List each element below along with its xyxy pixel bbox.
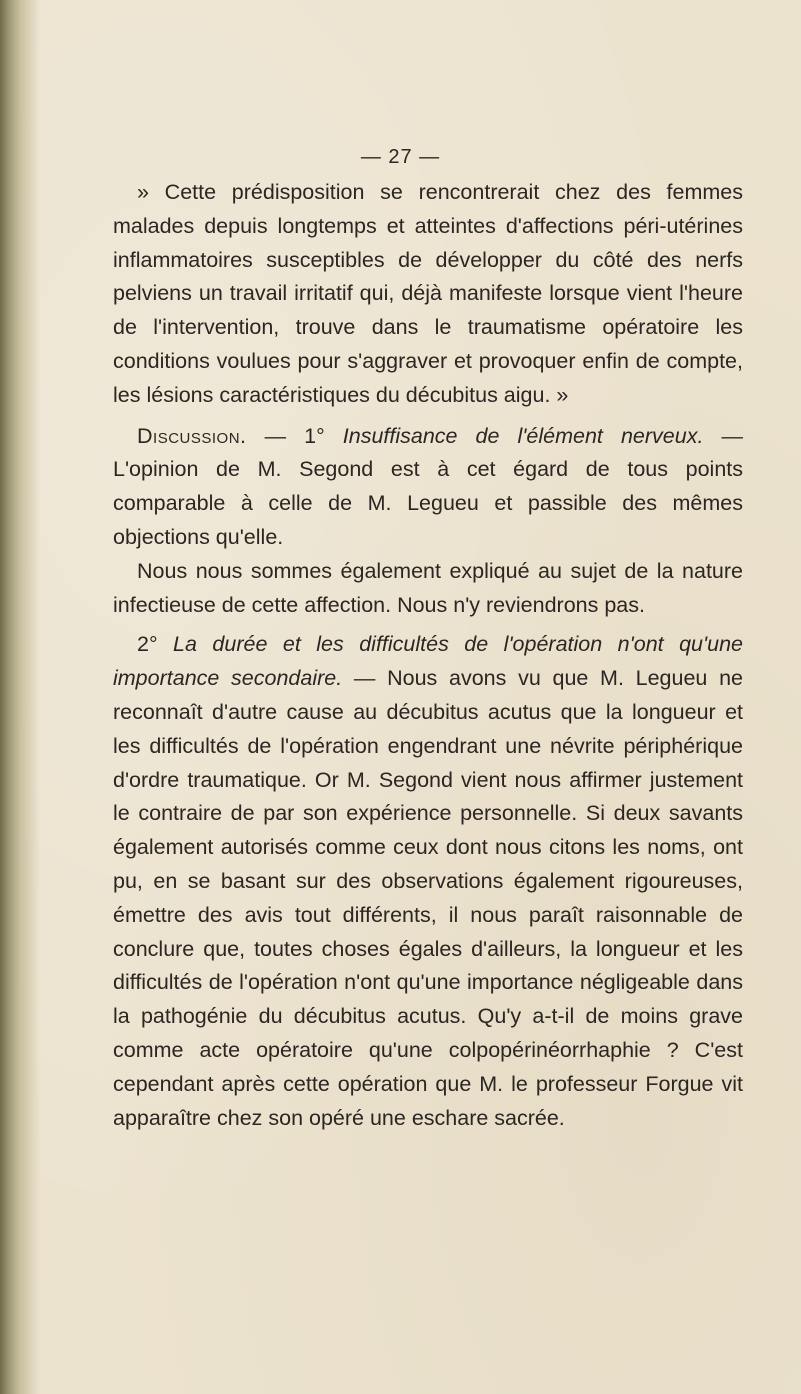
discussion-title: Insuffisance de l'élément nerveux.	[342, 423, 704, 448]
paragraph-infection-text: Nous nous sommes également expliqué au sujet de la nature infectieuse de cette affection. Nous n'y reviendrons pas.	[113, 558, 743, 617]
paragraph-duration	[113, 628, 743, 1135]
discussion-heading: Discussion.	[137, 423, 247, 448]
duration-title: La durée et les difficultés de l'opération n'ont qu'une importance secondaire.	[113, 632, 743, 691]
paragraph-infection	[113, 555, 743, 623]
paragraph-quote-text: » Cette prédisposition se rencontrerait chez des femmes malades depuis longtemps et atteintes d'affections péri-utérines inflammatoires susceptibles de développer du côté des nerfs pelviens un travail irritatif qui, déjà manifeste lorsque vient l'heure de l'intervention, trouve dans le traumatisme opératoire les conditions voulues pour s'aggraver et provoquer enfin de compte, les lésions caractéristiques du décubitus aigu. »	[113, 180, 743, 407]
discussion-dash: —	[246, 423, 305, 448]
body-text	[113, 176, 743, 1135]
duration-number: 2°	[137, 632, 158, 657]
paragraph-quote	[113, 176, 743, 413]
paragraph-discussion	[113, 420, 743, 555]
discussion-number: 1°	[304, 423, 325, 448]
duration-text: — Nous avons vu que M. Legueu ne reconnaît d'autre cause au décubitus acutus que la longueur et les difficultés de l'opération engendrant une névrite périphérique d'ordre traumatique. Or M. Segond vient nous affirmer justement le contraire de par son expérience personnelle. Si deux savants également autorisés comme ceux dont nous citons les noms, ont pu, en se basant sur des observations également rigoureuses, émettre des avis tout différents, il nous paraît raisonnable de conclure que, toutes choses égales d'ailleurs, la longueur et les difficultés de l'opération n'ont qu'une importance négligeable dans la pathogénie du décubitus acutus. Qu'y a-t-il de moins grave comme acte opératoire qu'une colpopérinéorrhaphie ? C'est cependant après cette opération que M. le professeur Forgue vit apparaître chez son opéré une eschare sacrée.	[113, 666, 743, 1130]
page-number: — 27 —	[360, 146, 441, 168]
page-binding-shadow	[0, 0, 40, 1394]
discussion-text: — L'opinion de M. Segond est à cet égard de tous points comparable à celle de M. Legueu et passible des mêmes objections qu'elle.	[113, 423, 743, 549]
